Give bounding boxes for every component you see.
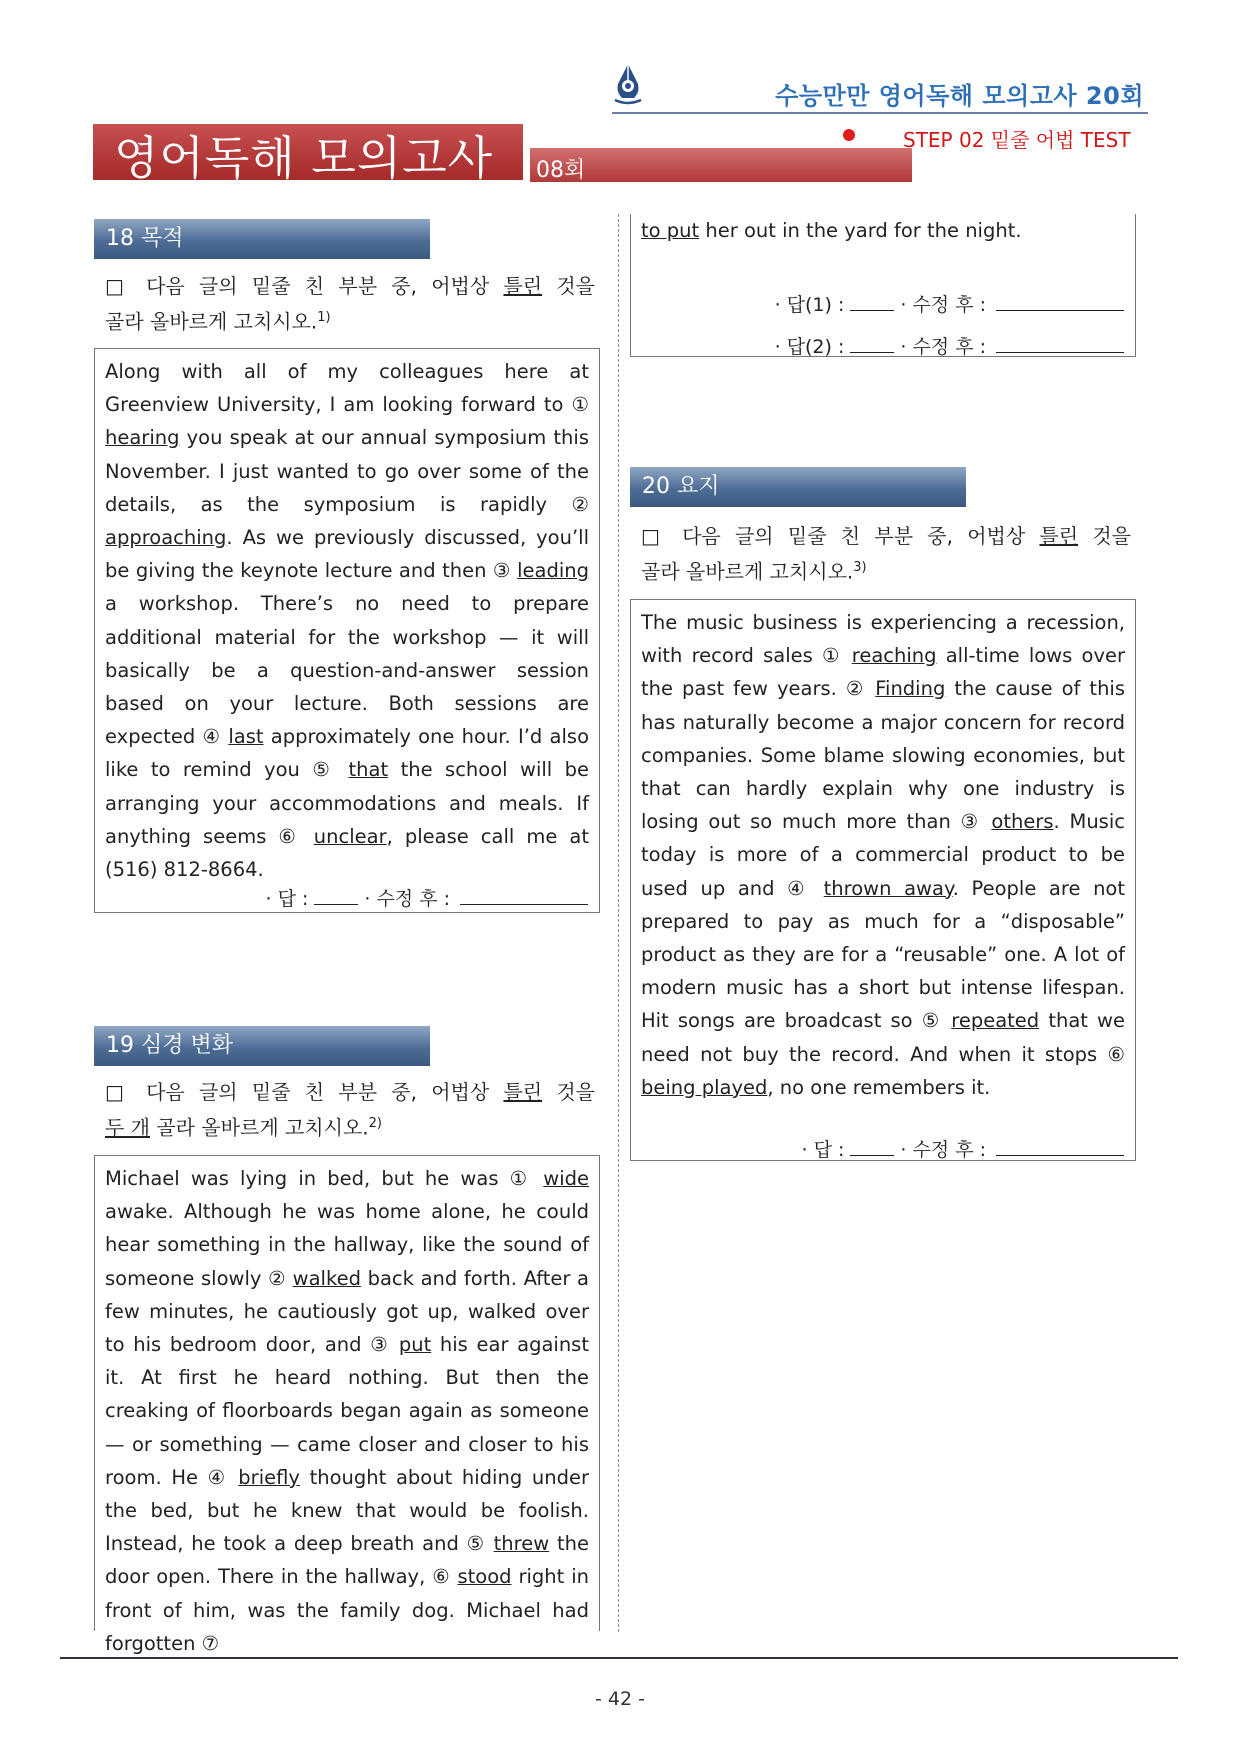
passage-text: Along with all of my colleagues here at Greenview University, I am looking forward to ① bbox=[105, 360, 589, 417]
underlined-phrase: hearing bbox=[105, 426, 180, 450]
underlined-phrase: walked bbox=[292, 1266, 361, 1290]
q19-answer1-label: · 답(1) : bbox=[774, 294, 845, 316]
q18-answer-line bbox=[94, 884, 588, 911]
q19-answer1-blank[interactable] bbox=[850, 292, 894, 311]
q19-title: 19 심경 변화 bbox=[106, 1033, 233, 1058]
footer-rule bbox=[60, 1657, 1178, 1659]
passage-text: all-time lows over the past few years. ② bbox=[641, 644, 1125, 701]
q20-instr-text-end: 것을 bbox=[1078, 524, 1131, 548]
q19-answer2-line bbox=[630, 332, 1124, 359]
q19-passage-cont bbox=[641, 214, 1125, 247]
underlined-phrase: repeated bbox=[951, 1009, 1040, 1033]
passage-text: Michael was lying in bed, but he was ① bbox=[105, 1167, 544, 1190]
q19-answer2-blank[interactable] bbox=[850, 334, 894, 353]
q19-fix2-blank[interactable] bbox=[996, 334, 1124, 353]
underlined-phrase: approaching bbox=[105, 526, 227, 550]
underlined-phrase: unclear bbox=[313, 824, 387, 848]
passage-text: you speak at our annual symposium this November. I just wanted to go over some of the details, as the symposium is rapidly ② bbox=[105, 426, 589, 516]
passage-text: . As we previously discussed, you’ll be giving the keynote lecture and then ③ bbox=[105, 526, 589, 583]
underlined-phrase: Finding bbox=[875, 677, 946, 701]
header-rule bbox=[612, 112, 1148, 114]
underlined-phrase: to put bbox=[641, 219, 700, 242]
q18-footnote: 1) bbox=[317, 310, 331, 325]
q18-header bbox=[94, 219, 430, 259]
banner-title: 영어독해 모의고사 bbox=[114, 131, 494, 185]
underlined-phrase: wide bbox=[543, 1167, 589, 1190]
underlined-phrase: briefly bbox=[238, 1465, 300, 1489]
q19-instr-text-end: 것을 bbox=[542, 1080, 595, 1104]
passage-text: a workshop. There’s no need to prepare additional material for the workshop — it will basically be a question-and-answer session based on your lecture. Both sessions are expected ④ bbox=[105, 592, 589, 749]
q19-fix2-label: · 수정 후 : bbox=[900, 336, 986, 358]
q19-instruction bbox=[105, 1077, 595, 1144]
underlined-phrase: reaching bbox=[851, 644, 937, 668]
q20-passage bbox=[641, 606, 1125, 1104]
underlined-phrase: put bbox=[398, 1333, 432, 1357]
q20-instr-text: □ 다음 글의 밑줄 친 부분 중, 어법상 bbox=[641, 524, 1040, 548]
q18-instr-text-end: 것을 bbox=[542, 274, 595, 298]
passage-text: The music business is experiencing a recession, with record sales ① bbox=[641, 611, 1125, 668]
passage-text: his ear against it. At first he heard nothing. But then the creaking of floorboards began again as someone — or something — came closer and closer to his room. He ④ bbox=[105, 1333, 589, 1489]
passage-text: the cause of this has naturally become a major concern for record companies. Some blame slowing economies, but that can hardly explain why one industry is losing out so much more than ③ bbox=[641, 677, 1126, 834]
q20-header bbox=[630, 467, 966, 507]
passage-text: the door open. There in the hallway, ⑥ bbox=[105, 1532, 590, 1589]
passage-text: . People are not prepared to pay as much for a “disposable” product as they are for a “reusable” one. A lot of modern music has a short but intense lifespan. Hit songs are broadcast so ⑤ bbox=[641, 876, 1126, 1033]
q19-passage bbox=[105, 1162, 589, 1660]
q18-passage-box bbox=[94, 348, 600, 913]
q20-footnote: 3) bbox=[853, 560, 867, 575]
q18-instr-line2: 골라 올바르게 고치시오. bbox=[105, 309, 318, 334]
q19-footnote: 2) bbox=[368, 1116, 382, 1131]
passage-text: awake. Although he was home alone, he could hear something in the hallway, like the sound of someone slowly ② bbox=[105, 1200, 589, 1290]
underlined-phrase: thrown away bbox=[823, 876, 953, 900]
underlined-phrase: that bbox=[348, 758, 389, 782]
q20-title: 20 요지 bbox=[642, 474, 720, 499]
underlined-phrase: others bbox=[991, 810, 1054, 834]
q20-fix-label: · 수정 후 : bbox=[900, 1139, 986, 1161]
passage-text: . Music today is more of a commercial product to be used up and ④ bbox=[641, 810, 1125, 900]
round-banner bbox=[528, 148, 912, 182]
passage-text: back and forth. After a few minutes, he cautiously got up, walked over to his bedroom door, and ③ bbox=[105, 1266, 590, 1357]
q20-instruction bbox=[641, 521, 1131, 588]
passage-text: approximately one hour. I’d also like to remind you ⑤ bbox=[105, 725, 589, 782]
q20-instr-line2: 골라 올바르게 고치시오. bbox=[641, 559, 854, 584]
q19-passage-box bbox=[94, 1155, 600, 1655]
bullet-dot-icon bbox=[843, 129, 855, 141]
passage-text: , no one remembers it. bbox=[767, 1075, 991, 1099]
q18-answer-label: · 답 : bbox=[265, 888, 309, 910]
page-number: - 42 - bbox=[595, 1688, 645, 1710]
q20-answer-label: · 답 : bbox=[801, 1139, 845, 1161]
q19-answer2-label: · 답(2) : bbox=[774, 336, 845, 358]
q19-instr-underline: 틀린 bbox=[503, 1080, 543, 1104]
series-title: 수능만만 영어독해 모의고사 20회 bbox=[775, 82, 1144, 110]
passage-text: thought about hiding under the bed, but he knew that would be foolish. Instead, he took a deep breath and ⑤ bbox=[105, 1465, 589, 1556]
q20-instr-underline: 틀린 bbox=[1039, 524, 1079, 548]
q18-title: 18 목적 bbox=[106, 226, 184, 251]
q19-header bbox=[94, 1026, 430, 1066]
q19-instr-line2: 골라 올바르게 고치시오. bbox=[150, 1115, 369, 1140]
q18-fix-blank[interactable] bbox=[460, 886, 588, 905]
round-label: 08회 bbox=[536, 158, 586, 183]
step-label: STEP 02 밑줄 어법 TEST bbox=[903, 128, 1131, 152]
underlined-phrase: leading bbox=[517, 559, 589, 583]
q18-fix-label: · 수정 후 : bbox=[364, 888, 450, 910]
q18-instr-text: □ 다음 글의 밑줄 친 부분 중, 어법상 bbox=[105, 274, 504, 298]
underlined-phrase: stood bbox=[457, 1565, 512, 1589]
q19-fix1-blank[interactable] bbox=[996, 292, 1124, 311]
q18-instr-underline: 틀린 bbox=[503, 274, 543, 298]
underlined-phrase: threw bbox=[493, 1532, 550, 1556]
q18-instruction bbox=[105, 271, 595, 338]
passage-text: right in front of him, was the family dog. Michael had forgotten ⑦ bbox=[105, 1565, 590, 1655]
passage-text: that we need not buy the record. And when it stops ⑥ bbox=[641, 1009, 1125, 1066]
underlined-phrase: last bbox=[228, 725, 264, 749]
q19-answer1-line bbox=[630, 290, 1124, 317]
q18-answer-blank[interactable] bbox=[314, 886, 358, 905]
q20-fix-blank[interactable] bbox=[996, 1137, 1124, 1156]
q20-passage-box bbox=[630, 599, 1136, 1161]
passage-text: the school will be arranging your accommodations and meals. If anything seems ⑥ bbox=[105, 758, 590, 848]
q19-instr-two: 두 개 bbox=[105, 1115, 150, 1140]
pen-nib-icon bbox=[612, 62, 644, 108]
column-divider bbox=[618, 214, 619, 1632]
underlined-phrase: being played bbox=[641, 1075, 768, 1099]
passage-text: her out in the yard for the night. bbox=[699, 219, 1022, 242]
q18-passage bbox=[105, 355, 589, 886]
q20-answer-blank[interactable] bbox=[850, 1137, 894, 1156]
q20-answer-line bbox=[630, 1135, 1124, 1162]
q19-instr-text: □ 다음 글의 밑줄 친 부분 중, 어법상 bbox=[105, 1080, 504, 1104]
round-banner-divider bbox=[528, 148, 530, 182]
q19-fix1-label: · 수정 후 : bbox=[900, 294, 986, 316]
passage-text: , please call me at (516) 812-8664. bbox=[105, 824, 589, 882]
